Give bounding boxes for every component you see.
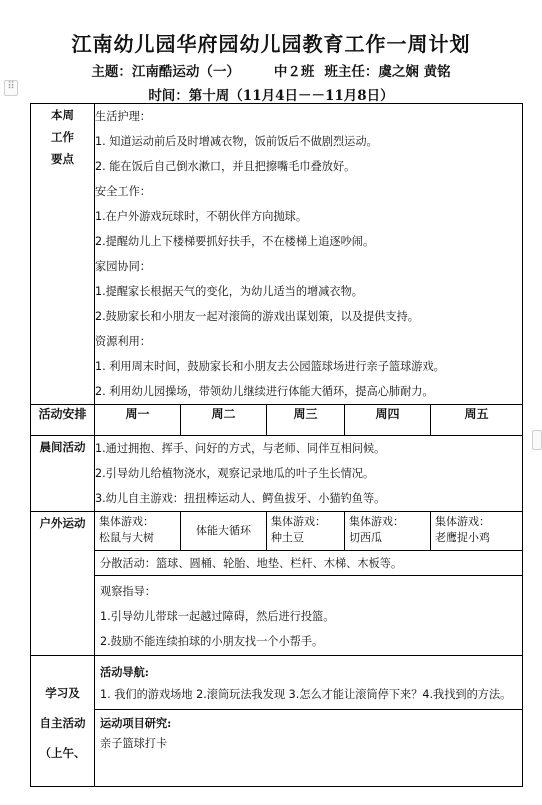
scattered-activities [95,551,522,576]
sport-project [95,710,522,754]
game-cell [345,512,431,550]
day-monday: 周一 [95,405,181,436]
time-line: 时间：第十周（11月4日－－11月8日） [148,88,394,104]
focus-content [95,104,523,405]
group-title: 资源利用： [95,335,151,348]
schedule-label: 活动安排 [31,405,95,436]
group-title: 运动项目研究: [100,716,172,730]
page-edge-tab[interactable] [532,430,542,450]
outdoor-content [95,512,523,656]
document-title: 江南幼儿园华府园幼儿园教育工作一周计划 [71,32,471,56]
list-item: 1.引导幼儿带球一起越过障碍，然后进行投篮。 [100,610,335,623]
game-line: 种土豆 [271,531,304,544]
study-label-line: （上午、 [39,746,86,760]
game-line: 体能大循环 [196,524,251,537]
day-thursday: 周四 [345,405,431,436]
group-title: 观察指导： [100,585,156,598]
group-title: 活动导航: [100,665,149,679]
study-content [95,656,523,787]
project-text: 亲子篮球打卡 [100,737,168,750]
game-line: 集体游戏： [99,515,154,528]
activity-guide [95,656,522,710]
outdoor-label: 户外运动 [31,512,95,656]
game-line: 集体游戏： [271,515,326,528]
game-cell [267,512,345,550]
list-item: 1.在户外游戏玩球时，不朝伙伴方向抛球。 [95,210,308,223]
focus-row [31,104,523,405]
morning-label: 晨间活动 [31,436,95,512]
study-label-line: 学习及 [45,686,80,700]
list-item: 1.提醒家长根据天气的变化，为幼儿适当的增减衣物。 [95,285,363,298]
focus-label [31,104,95,405]
list-item: 2.引导幼儿给植物浇水，观察记录地瓜的叶子生长情况。 [95,467,375,480]
list-item: 2.提醒幼儿上下楼梯要抓好扶手，不在楼梯上追逐吵闹。 [95,235,375,248]
table-move-handle-icon[interactable]: ⠿ [4,80,18,96]
list-item: 2.鼓励家长和小朋友一起对滚筒的游戏出谋划策，以及提供支持。 [95,310,419,323]
group-title: 家园协同： [95,260,151,273]
schedule-row [31,405,523,436]
teachers: 班主任：虞之娴 黄铭 [324,64,451,80]
game-cell [181,512,267,550]
list-item: 2. 利用幼儿园操场，带领幼儿继续进行体能大循环，提高心肺耐力。 [95,385,434,398]
game-cell [431,512,522,550]
game-line: 老鹰捉小鸡 [435,531,490,544]
study-label-line: 自主活动 [39,716,86,730]
focus-label-line: 本周 [51,108,74,122]
weekly-plan-table [30,103,523,787]
group-title: 生活护理： [95,110,151,123]
morning-row [31,436,523,512]
outdoor-games-row [95,512,522,551]
list-item: 2. 能在饭后自己倒水漱口，并且把擦嘴毛巾叠放好。 [95,160,356,173]
day-wednesday: 周三 [267,405,345,436]
list-item: 1.通过拥抱、挥手、问好的方式，与老师、同伴互相问候。 [95,442,386,455]
theme-line [0,60,542,80]
focus-label-line: 要点 [51,152,74,166]
list-item: 2.鼓励不能连续拍球的小朋友找一个小帮手。 [100,635,324,648]
study-row [31,656,523,787]
focus-label-line: 工作 [51,130,74,144]
game-line: 集体游戏： [435,515,490,528]
list-item: 3.幼儿自主游戏：扭扭棒运动人、鳄鱼拔牙、小猫钓鱼等。 [95,492,386,505]
morning-content [95,436,523,512]
list-item: 1. 知道运动前后及时增减衣物，饭前饭后不做剧烈运动。 [95,135,378,148]
game-line: 切西瓜 [349,531,382,544]
class-name: 中２班 [273,64,315,80]
group-title: 安全工作： [95,185,151,198]
game-line: 松鼠与大树 [99,531,154,544]
outdoor-row [31,512,523,656]
theme: 主题：江南酷运动（一） [91,64,240,80]
game-line: 集体游戏： [349,515,404,528]
observation-guide [95,576,522,654]
guide-text: 1. 我们的游戏场地 2.滚筒玩法我发现 3.怎么才能让滚筒停下来？4.我找到的方法。 [100,688,512,701]
day-tuesday: 周二 [181,405,267,436]
scattered-text: 分散活动：篮球、圆桶、轮胎、地垫、栏杆、木梯、木板等。 [100,557,403,570]
day-friday: 周五 [431,405,523,436]
study-label [31,656,95,787]
game-cell [95,512,181,550]
list-item: 1. 利用周末时间，鼓励家长和小朋友去公园篮球场进行亲子篮球游戏。 [95,360,445,373]
